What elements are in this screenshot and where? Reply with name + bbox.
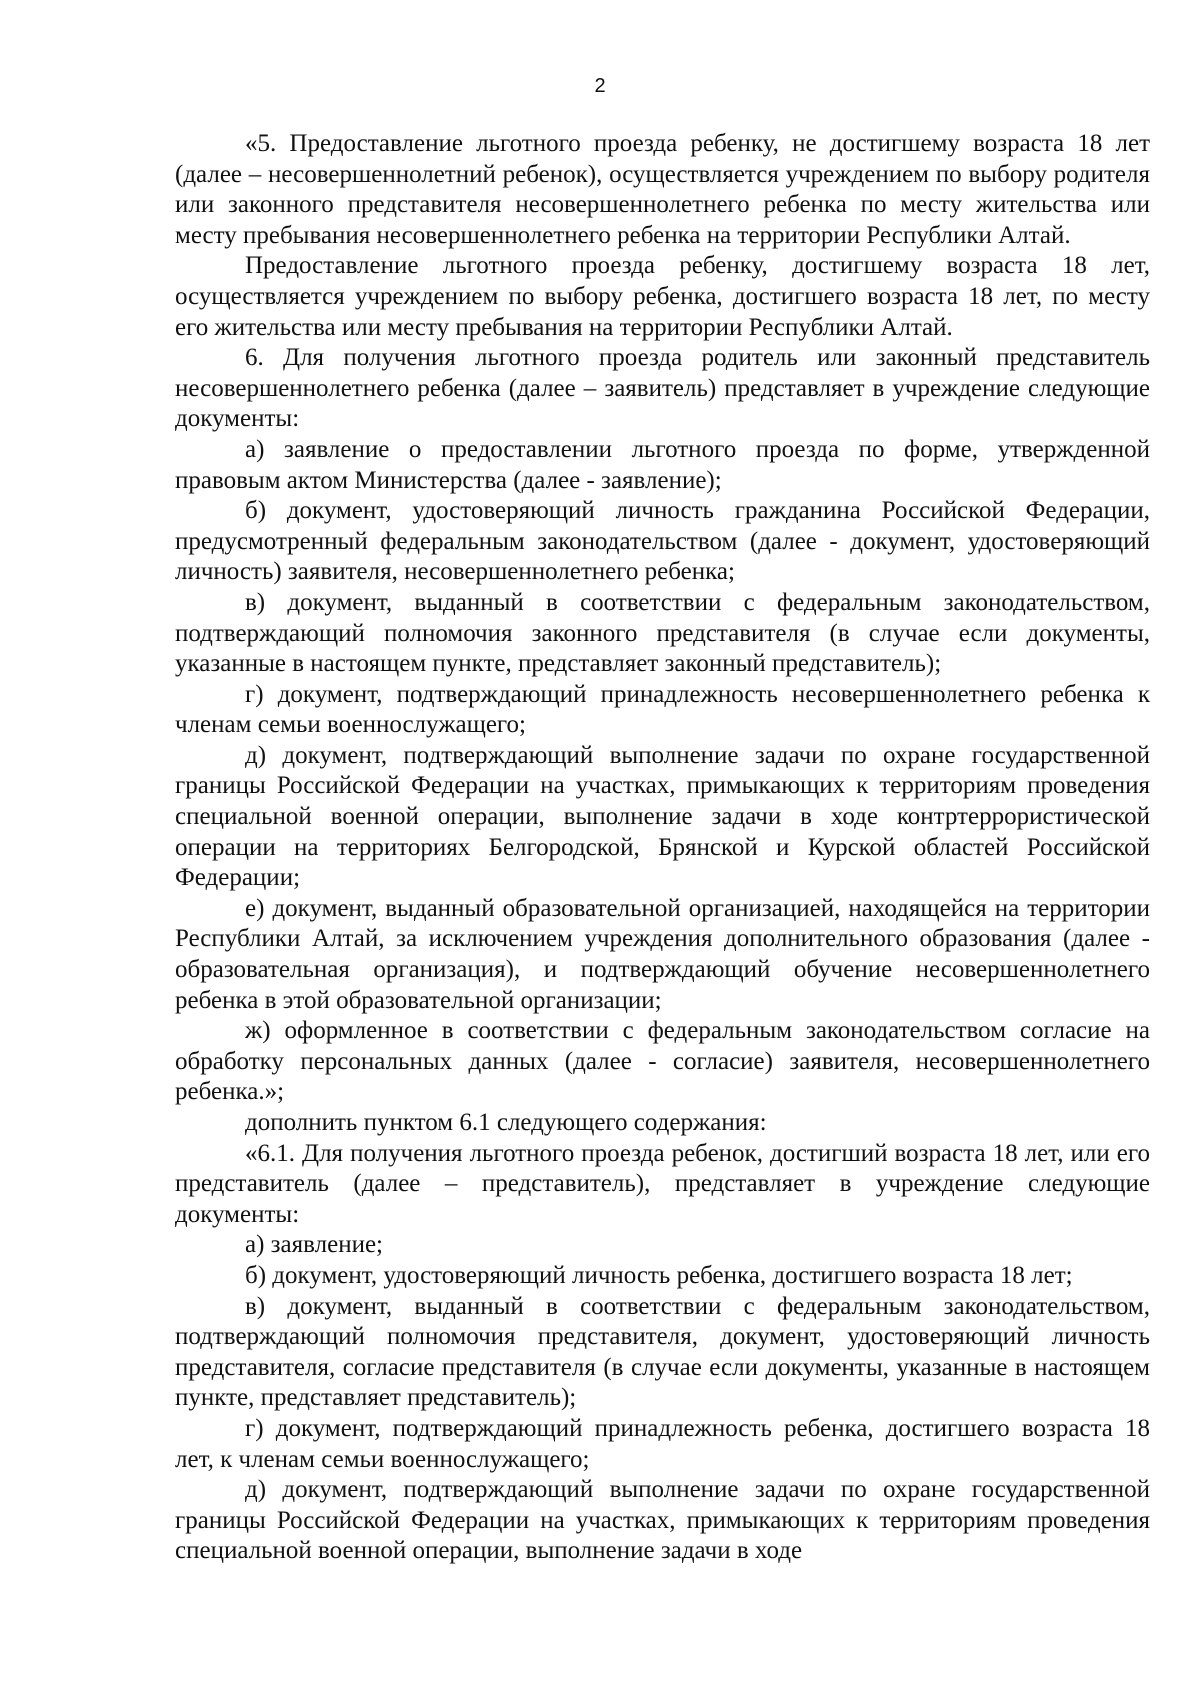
list-item-6-1b: б) документ, удостоверяющий личность ребенка, достигшего возраста 18 лет; — [245, 1261, 1073, 1289]
list-item-6b: б) документ, удостоверяющий личность гражданина Российской Федерации, предусмотренный федеральным законодательством (далее - документ, удостоверяющий личность) заявителя, несовершеннолетнего ребенка; — [175, 497, 1150, 586]
paragraph-6-1-intro: «6.1. Для получения льготного проезда ребенок, достигший возраста 18 лет, или его представитель (далее – представитель), представляет в учреждение следующие документы: — [175, 1139, 1150, 1228]
list-item-6e: д) документ, подтверждающий выполнение задачи по охране государственной границы Российской Федерации на участках, примыкающих к территориям проведения специальной военной операции, выполнение задачи в ходе контртеррористической операции на территориях Белгородской, Брянской и Курской областей Российской Федерации; — [175, 741, 1150, 892]
list-item-6-1e: д) документ, подтверждающий выполнение задачи по охране государственной границы Российской Федерации на участках, примыкающих к территориям проведения специальной военной операции, выполнение задачи в ходе — [175, 1476, 1150, 1565]
list-item-6-1a: а) заявление; — [245, 1231, 383, 1259]
list-item-6-1c: в) документ, выданный в соответствии с федеральным законодательством, подтверждающий полномочия представителя, документ, удостоверяющий личность представителя, согласие представителя (в случае если документы, указанные в настоящем пункте, представляет представитель); — [175, 1292, 1150, 1412]
paragraph-add-6-1: дополнить пунктом 6.1 следующего содержания: — [245, 1109, 767, 1136]
list-item-6-1d: г) документ, подтверждающий принадлежность ребенка, достигшего возраста 18 лет, к членам семьи военнослужащего; — [175, 1414, 1150, 1473]
document-body — [175, 129, 1150, 1567]
page-number: 2 — [594, 75, 606, 97]
paragraph-adult-child: Предоставление льготного проезда ребенку, достигшему возраста 18 лет, осуществляется учреждением по выбору ребенка, достигшего возраста 18 лет, по месту его жительства или месту пребывания на территории Республики Алтай. — [175, 252, 1150, 341]
list-item-6c: в) документ, выданный в соответствии с федеральным законодательством, подтверждающий полномочия законного представителя (в случае если документы, указанные в настоящем пункте, представляет законный представитель); — [175, 588, 1150, 678]
list-item-6f: е) документ, выданный образовательной организацией, находящейся на территории Республики Алтай, за исключением учреждения дополнительного образования (далее - образовательная организация), и подтверждающий обучение несовершеннолетнего ребенка в этой образовательной организации; — [175, 894, 1150, 1014]
list-item-6d: г) документ, подтверждающий принадлежность несовершеннолетнего ребенка к членам семьи военнослужащего; — [175, 680, 1150, 739]
list-item-6a: а) заявление о предоставлении льготного проезда по форме, утвержденной правовым актом Министерства (далее - заявление); — [175, 435, 1150, 494]
paragraph-6-intro: 6. Для получения льготного проезда родитель или законный представитель несовершеннолетнего ребенка (далее – заявитель) представляет в учреждение следующие документы: — [175, 344, 1150, 433]
list-item-6g: ж) оформленное в соответствии с федеральным законодательством согласие на обработку персональных данных (далее - согласие) заявителя, несовершеннолетнего ребенка.»; — [175, 1017, 1150, 1106]
paragraph-5-minor: «5. Предоставление льготного проезда ребенку, не достигшему возраста 18 лет (далее – несовершеннолетний ребенок), осуществляется учреждением по выбору родителя или законного представителя несовершеннолетнего ребенка по месту жительства или месту пребывания несовершеннолетнего ребенка на территории Республики Алтай. — [175, 130, 1150, 249]
